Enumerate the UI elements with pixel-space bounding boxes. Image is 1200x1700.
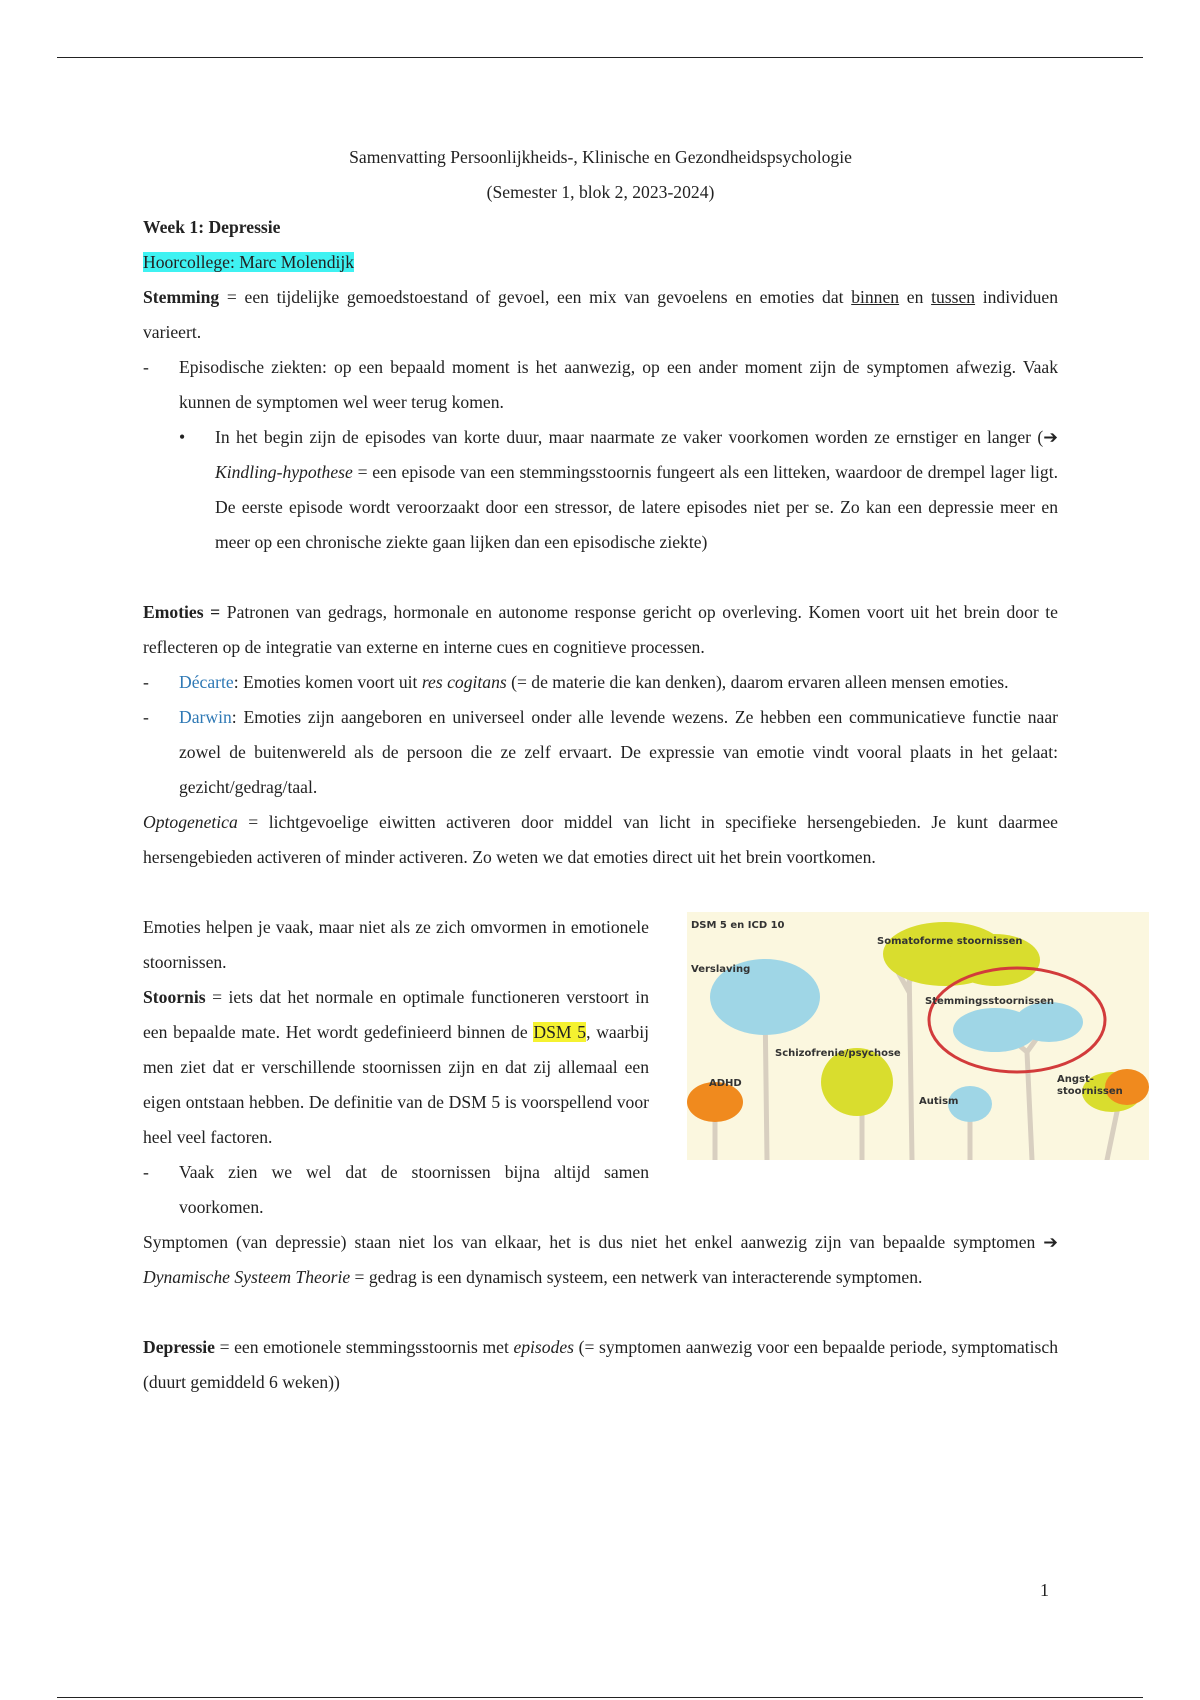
label-angst-2: stoornissen [1057, 1086, 1123, 1097]
label-stemmingsstoornissen: Stemmingsstoornissen [925, 996, 1055, 1007]
list-item-decarte: - Décarte: Emoties komen voort uit res cogitans (= de materie die kan denken), daarom ervaren alleen mensen emoties. [143, 672, 1009, 692]
label-autism: Autism [919, 1096, 959, 1107]
label-angst-1: Angst- [1057, 1074, 1094, 1085]
stoornis-text [143, 910, 649, 1225]
list-item-kindling: • In het begin zijn de episodes van korte duur, maar naarmate ze vaker voorkomen worden ze ernstiger en langer (➔ Kindling-hypothese = een episode van een stemmingsstoornis fungeert als een litteken, waardoor de drempel lager ligt. De eerste episode wordt veroorzaakt door een stressor, de latere episodes niet per se. Zo kan een depressie meer en meer op een chronische ziekte gaan lijken dan een episodische ziekte) [179, 427, 1058, 552]
label-schizofrenie: Schizofrenie/psychose [775, 1048, 901, 1059]
figure-title: DSM 5 en ICD 10 [691, 920, 785, 931]
dsm-tree-illustration [687, 912, 1149, 1160]
top-rule [57, 57, 1143, 58]
optogenetica-definition: Optogenetica = lichtgevoelige eiwitten activeren door middel van licht in specifieke hersengebieden. Je kunt daarmee hersengebieden activeren of minder activeren. Zo weten we dat emoties direct uit het brein voortkomen. [143, 812, 1058, 867]
symptomen-paragraph: Symptomen (van depressie) staan niet los van elkaar, het is dus niet het enkel aanwezig zijn van bepaalde symptomen ➔ Dynamische Systeem Theorie = gedrag is een dynamisch systeem, een netwerk van interacterende symptomen. [143, 1232, 1058, 1287]
list-item-episodic: - Episodische ziekten: op een bepaald moment is het aanwezig, op een ander moment zijn de symptomen afwezig. Vaak kunnen de symptomen wel weer terug komen. [143, 357, 1058, 412]
label-somatoforme: Somatoforme stoornissen [877, 936, 1023, 947]
depressie-definition: Depressie = een emotionele stemmingsstoornis met episodes (= symptomen aanwezig voor een bepaalde periode, symptomatisch (duurt gemiddeld 6 weken)) [143, 1337, 1058, 1392]
stoornis-definition: Stoornis = iets dat het normale en optimale functioneren verstoort in een bepaalde mate. Het wordt gedefinieerd binnen de DSM 5, waarbij men ziet dat er verschillende stoornissen zijn en dat zij allemaal een eigen ontstaan hebben. De definitie van de DSM 5 is voorspellend voor heel veel factoren. [143, 987, 649, 1147]
bottom-rule [57, 1697, 1143, 1698]
label-adhd: ADHD [709, 1078, 742, 1089]
dsm-tree-figure [687, 912, 1149, 1160]
emoties-definition: Emoties = Patronen van gedrags, hormonale en autonome response gericht op overleving. Komen voort uit het brein door te reflecteren op de integratie van externe en interne cues en cognitieve processen. [143, 602, 1058, 657]
document-subtitle: (Semester 1, blok 2, 2023-2024) [486, 182, 715, 202]
week-heading: Week 1: Depressie [143, 217, 281, 237]
stoornis-section [143, 910, 1123, 1225]
label-verslaving: Verslaving [691, 964, 751, 975]
list-item-darwin: - Darwin: Emoties zijn aangeboren en universeel onder alle levende wezens. Ze hebben een communicatieve functie naar zowel de buitenwereld als de persoon die ze zelf ervaart. De expressie van emotie vindt vooral plaats in het gelaat: gezicht/gedrag/taal. [143, 707, 1058, 797]
stoornis-intro: Emoties helpen je vaak, maar niet als ze zich omvormen in emotionele stoornissen. [143, 917, 649, 972]
document-page [143, 140, 1123, 1400]
stemming-definition: Stemming = een tijdelijke gemoedstoestand of gevoel, een mix van gevoelens en emoties dat binnen en tussen individuen varieert. [143, 287, 1059, 342]
list-item-comorbidity: - Vaak zien we wel dat de stoornissen bijna altijd samen voorkomen. [143, 1162, 649, 1217]
page-number: 1 [1040, 1580, 1049, 1600]
lecture-label: Hoorcollege: Marc Molendijk [143, 252, 355, 272]
document-title: Samenvatting Persoonlijkheids-, Klinische en Gezondheidspsychologie [349, 147, 852, 167]
